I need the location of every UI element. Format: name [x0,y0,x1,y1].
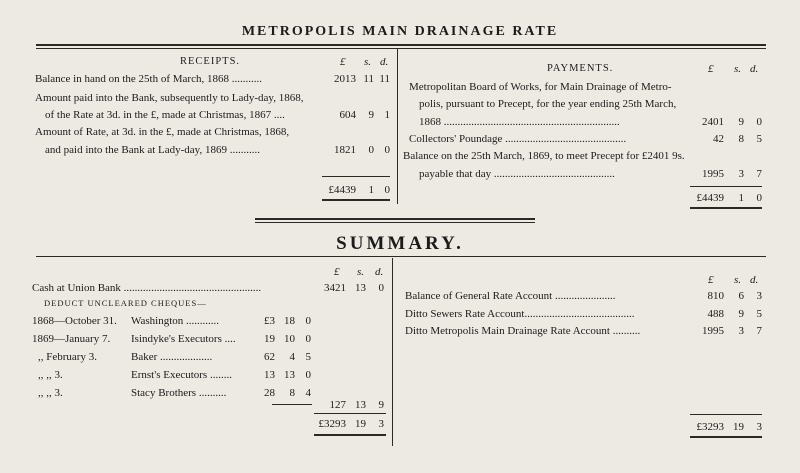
receipts-row-shillings: 11 [363,73,374,85]
receipts-row-pounds: 2013 [334,73,356,85]
payments-total-pence: 0 [756,192,762,204]
summary-left-total-rule [314,413,386,414]
summary-right-row-label: Balance of General Rate Account ...................... [405,290,616,302]
payments-total-rule [690,186,762,187]
receipts-row-pence: 11 [379,73,390,85]
receipts-unit-l: £ [340,56,346,68]
payments-row-pence: 0 [756,116,762,128]
cheque-date: 1868—October 31. [32,315,117,327]
receipts-unit-s: s. [364,56,372,68]
summary-right-total-underline [690,436,762,438]
cheque-shillings: 10 [284,333,295,345]
deduct-heading: DEDUCT UNCLEARED CHEQUES— [44,298,207,308]
receipts-row-text: Amount of Rate, at 3d. in the £, made at Christmas, 1868, [35,126,290,138]
cheque-name: Isindyke's Executors .... [131,333,236,345]
payments-row-pounds: 42 [713,133,724,145]
payments-row-text: payable that day ............................................ [419,168,615,180]
receipts-total-shillings: 1 [368,184,374,196]
cheque-name: Baker ................... [131,351,213,363]
cheque-name: Stacy Brothers .......... [131,387,227,399]
summary-top-rule [36,256,766,257]
summary-cash-pence: 0 [378,282,384,294]
summary-left-unit-l: £ [334,266,340,278]
summary-left-total-shillings: 19 [355,418,366,430]
summary-right-unit-d: d. [750,274,759,286]
summary-left-total-underline [314,434,386,436]
receipts-total-pence: 0 [384,184,390,196]
summary-right-total-pounds: £3293 [696,421,724,433]
summary-right-row-pounds: 488 [707,308,724,320]
receipts-row-text: Balance in hand on the 25th of March, 1868 ........... [35,73,262,85]
cheque-pounds: 19 [264,333,275,345]
payments-row-text: Metropolitan Board of Works, for Main Drainage of Metro- [409,81,672,93]
summary-right-total-rule [690,414,762,415]
cheques-subtotal-rule [272,404,312,405]
summary-cash-shillings: 13 [355,282,366,294]
summary-left-total-pence: 3 [378,418,384,430]
receipts-row-pence: 0 [384,144,390,156]
receipts-row-pounds: 604 [339,109,356,121]
receipts-row-pence: 1 [384,109,390,121]
summary-left-total-pounds: £3293 [318,418,346,430]
payments-row-pounds: 2401 [702,116,724,128]
payments-total-shillings: 1 [738,192,744,204]
top-rule-thin [36,48,766,49]
cheque-pounds: £3 [264,315,275,327]
receipts-unit-d: d. [380,56,389,68]
cheque-name: Ernst's Executors ........ [131,369,232,381]
payments-unit-d: d. [750,63,759,75]
receipts-heading: RECEIPTS. [180,56,241,67]
payments-row-shillings: 3 [738,168,744,180]
receipts-row-pounds: 1821 [334,144,356,156]
summary-left-unit-s: s. [357,266,365,278]
payments-row-text: polis, pursuant to Precept, for the year ending 25th March, [419,98,677,110]
cheque-shillings: 8 [289,387,295,399]
cheque-pence: 5 [305,351,311,363]
summary-right-row-shillings: 6 [738,290,744,302]
summary-right-row-pence: 7 [756,325,762,337]
summary-right-row-shillings: 9 [738,308,744,320]
summary-right-row-label: Ditto Sewers Rate Account........................................ [405,308,635,320]
summary-rule [255,218,535,220]
payments-unit-l: £ [708,63,714,75]
page-title: METROPOLIS MAIN DRAINAGE RATE [241,24,559,39]
summary-title: SUMMARY. [336,233,464,254]
receipts-row-shillings: 0 [368,144,374,156]
cheque-pence: 4 [305,387,311,399]
cheque-date: ,, ,, 3. [38,369,63,381]
payments-row-pence: 7 [756,168,762,180]
receipts-total-rule [322,176,390,177]
summary-cash-label: Cash at Union Bank .................................................. [32,282,262,294]
receipts-total-underline [322,199,390,201]
cheque-shillings: 18 [284,315,295,327]
payments-row-pence: 5 [756,133,762,145]
summary-right-unit-s: s. [734,274,742,286]
cheque-shillings: 13 [284,369,295,381]
payments-row-shillings: 8 [738,133,744,145]
cheque-date: ,, ,, 3. [38,387,63,399]
payments-row-text: 1868 ................................................................ [419,116,620,128]
payments-total-pounds: £4439 [696,192,724,204]
summary-right-row-pence: 3 [756,290,762,302]
cheques-subtotal-shillings: 13 [355,399,366,411]
receipts-row-text: and paid into the Bank at Lady-day, 1869 ........... [45,144,260,156]
summary-cash-pounds: 3421 [324,282,346,294]
cheque-date: ,, February 3. [38,351,97,363]
receipts-row-shillings: 9 [368,109,374,121]
payments-row-text: Balance on the 25th March, 1869, to meet Precept for £2401 9s. [403,150,685,162]
payments-total-underline [690,207,762,209]
summary-right-row-label: Ditto Metropolis Main Drainage Rate Account .......... [405,325,641,337]
summary-left-unit-d: d. [375,266,384,278]
top-rule [36,44,766,46]
receipts-row-text: Amount paid into the Bank, subsequently to Lady-day, 1868, [35,92,304,104]
cheque-pounds: 28 [264,387,275,399]
cheque-pence: 0 [305,315,311,327]
cheque-date: 1869—January 7. [32,333,111,345]
cheque-pence: 0 [305,333,311,345]
cheque-pounds: 62 [264,351,275,363]
cheque-pence: 0 [305,369,311,381]
cheque-name: Washington ............ [131,315,220,327]
receipts-row-text: of the Rate at 3d. in the £, made at Christmas, 1867 .... [45,109,285,121]
payments-heading: PAYMENTS. [547,63,614,74]
summary-right-total-pence: 3 [756,421,762,433]
summary-column-divider [392,258,393,446]
receipts-total-pounds: £4439 [328,184,356,196]
payments-row-text: Collectors' Poundage ............................................ [409,133,627,145]
cheques-subtotal-pence: 9 [378,399,384,411]
summary-right-total-shillings: 19 [733,421,744,433]
payments-row-shillings: 9 [738,116,744,128]
payments-unit-s: s. [734,63,742,75]
summary-right-row-pence: 5 [756,308,762,320]
cheque-pounds: 13 [264,369,275,381]
cheques-subtotal-pounds: 127 [329,399,346,411]
summary-right-row-pounds: 1995 [702,325,724,337]
summary-right-row-shillings: 3 [738,325,744,337]
summary-right-unit-l: £ [708,274,714,286]
summary-right-row-pounds: 810 [707,290,724,302]
cheque-shillings: 4 [289,351,295,363]
summary-rule-thin [255,222,535,223]
column-divider [397,49,398,204]
payments-row-pounds: 1995 [702,168,724,180]
